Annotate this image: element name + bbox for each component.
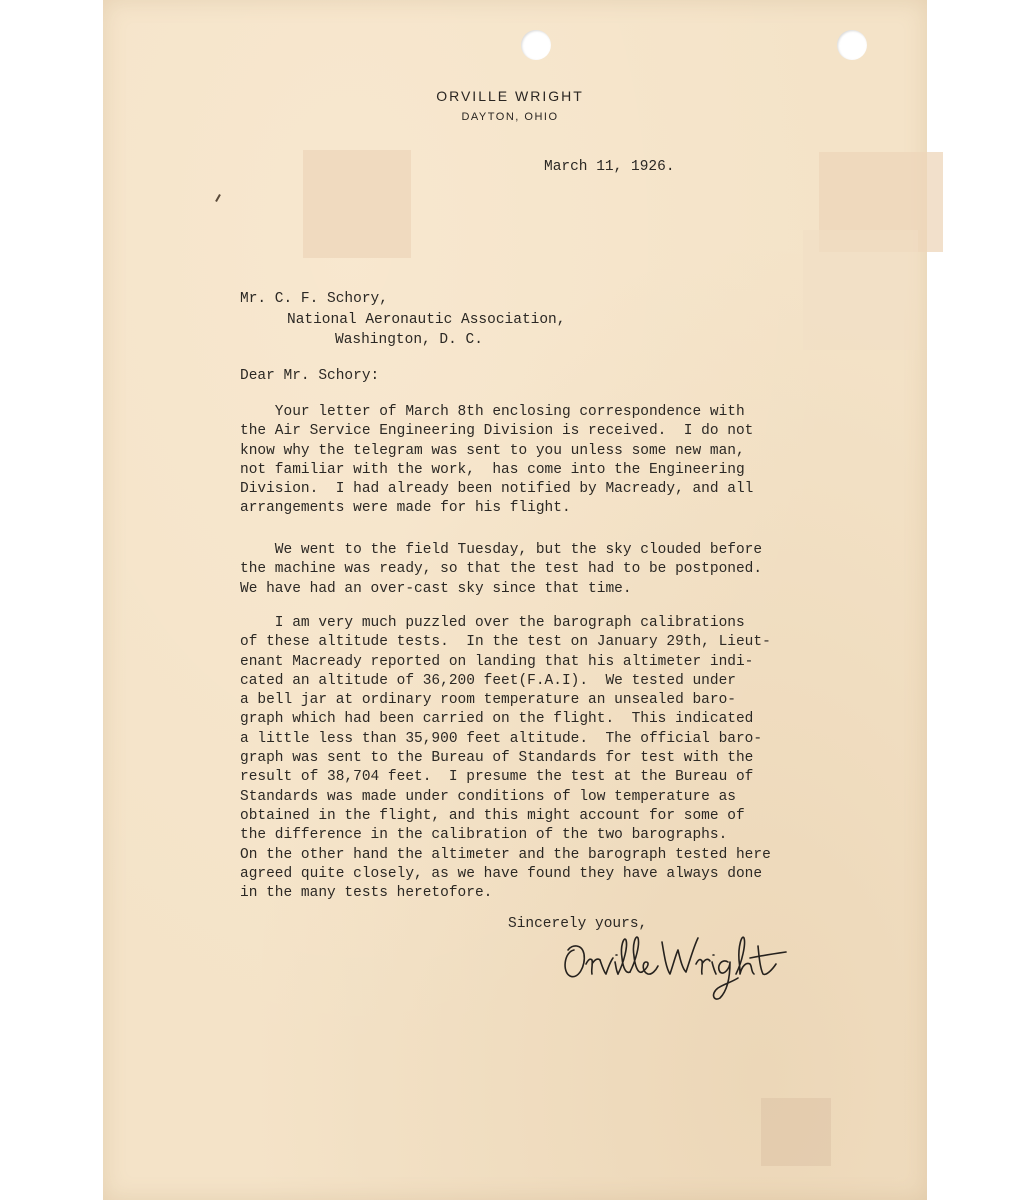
paragraph-line: Your letter of March 8th enclosing correspondence with (240, 404, 745, 420)
paragraph-line: cated an altitude of 36,200 feet(F.A.I). We tested under (240, 672, 736, 689)
paragraph-line: the machine was ready, so that the test had to be postponed. (240, 561, 763, 578)
handwritten-signature (560, 928, 795, 1008)
punch-hole-left (521, 30, 551, 60)
tape-stain-right (803, 230, 918, 350)
paragraph-1 (240, 403, 753, 519)
paragraph-line: Division. I had already been notified by Macready, and all (240, 481, 754, 498)
closing: Sincerely yours, (508, 916, 648, 932)
paragraph-line: Standards was made under conditions of low temperature as (240, 788, 736, 805)
tape-stain-bottom (761, 1098, 831, 1166)
paragraph-line: not familiar with the work, has come into the Engineering (240, 461, 745, 478)
paragraph-line: graph which had been carried on the flight. This indicated (240, 711, 754, 728)
tape-stain-top-left (303, 150, 411, 258)
paragraph-line: of these altitude tests. In the test on January 29th, Lieut- (240, 634, 771, 651)
letterhead-city: DAYTON, OHIO (461, 111, 559, 123)
margin-mark (215, 194, 221, 202)
paragraph-line: I am very much puzzled over the barograph calibrations (240, 615, 745, 631)
paragraph-line: We went to the field Tuesday, but the sky clouded before (240, 542, 763, 558)
paragraph-line: the Air Service Engineering Division is received. I do not (240, 423, 754, 440)
paragraph-line: know why the telegram was sent to you unless some new man, (240, 442, 745, 459)
paragraph-3 (240, 614, 771, 903)
paragraph-line: enant Macready reported on landing that his altimeter indi- (240, 653, 754, 670)
salutation: Dear Mr. Schory: (240, 368, 380, 384)
paragraph-line: obtained in the flight, and this might account for some of (240, 807, 745, 824)
punch-hole-right (837, 30, 867, 60)
paragraph-line: the difference in the calibration of the two barographs. (240, 827, 728, 844)
paragraph-line: a bell jar at ordinary room temperature an unsealed baro- (240, 692, 736, 709)
letterhead-name: ORVILLE WRIGHT (436, 88, 584, 104)
paragraph-line: a little less than 35,900 feet altitude. The official baro- (240, 730, 763, 747)
recipient-organization: National Aeronautic Association, (287, 312, 566, 328)
paragraph-line: On the other hand the altimeter and the barograph tested here (240, 846, 771, 863)
paragraph-line: in the many tests heretofore. (240, 885, 493, 902)
paragraph-2 (240, 541, 762, 599)
letter-date: March 11, 1926. (544, 159, 675, 175)
paragraph-line: arrangements were made for his flight. (240, 500, 571, 517)
recipient-name: Mr. C. F. Schory, (240, 291, 388, 307)
paragraph-line: We have had an over-cast sky since that time. (240, 580, 632, 597)
paragraph-line: agreed quite closely, as we have found they have always done (240, 865, 763, 882)
letter-page (103, 0, 927, 1200)
paragraph-line: graph was sent to the Bureau of Standards for test with the (240, 750, 754, 767)
recipient-city: Washington, D. C. (335, 332, 483, 348)
paragraph-line: result of 38,704 feet. I presume the test at the Bureau of (240, 769, 754, 786)
